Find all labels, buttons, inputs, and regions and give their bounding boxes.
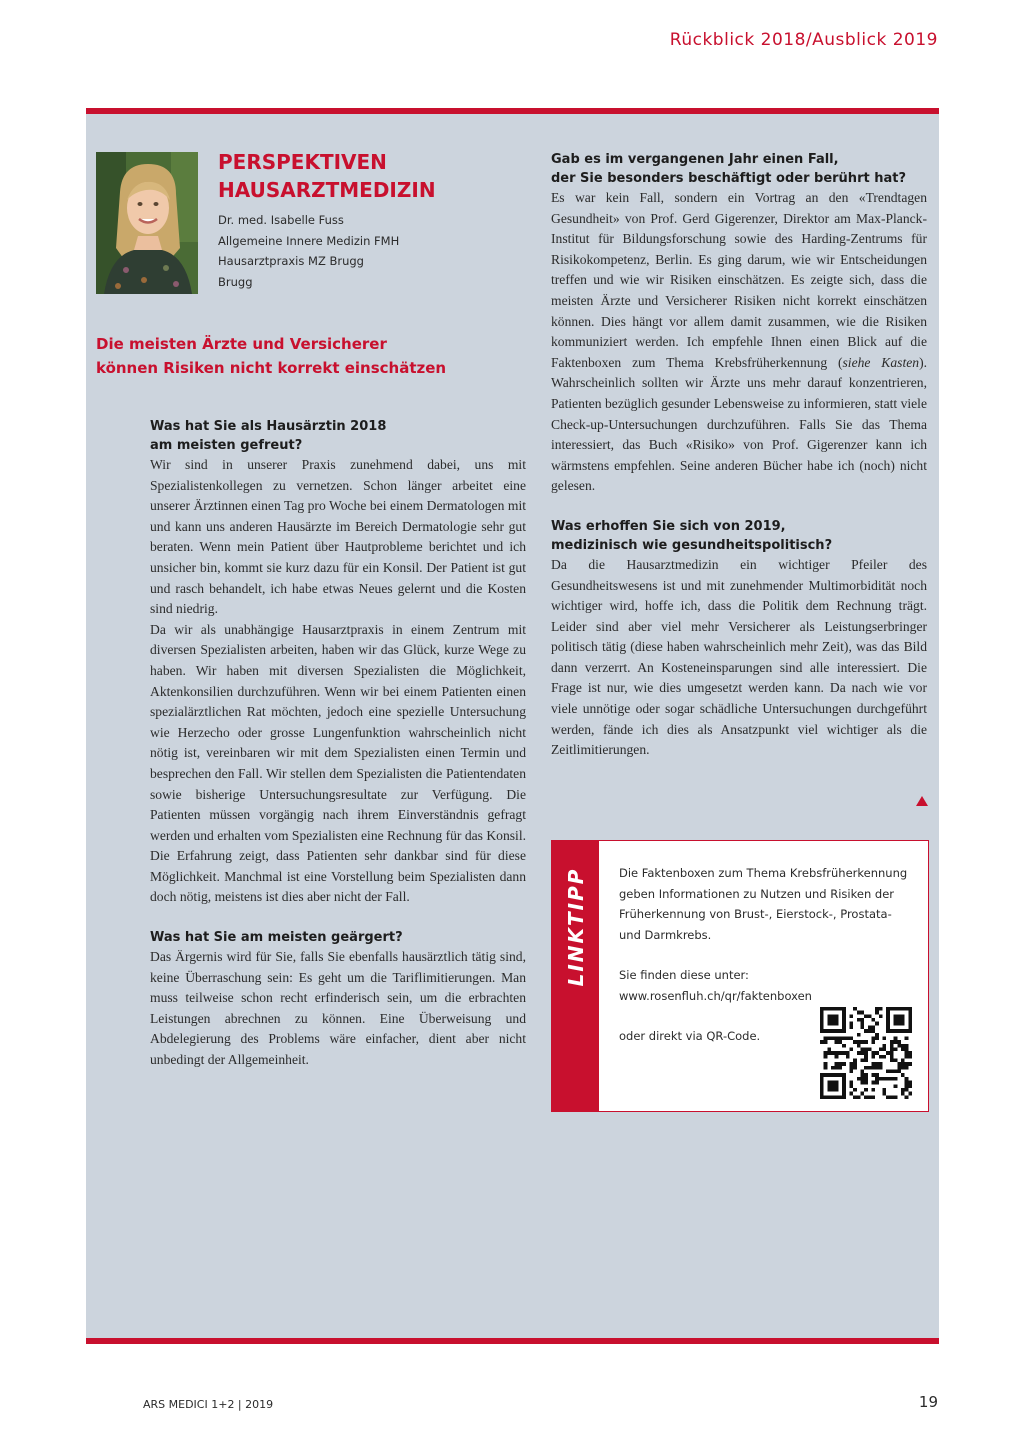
question-4-line1: Was erhoffen Sie sich von 2019,	[551, 518, 786, 534]
linktipp-text-2: Sie finden diese unter:	[619, 968, 749, 982]
question-3-line1: Gab es im vergangenen Jahr einen Fall,	[551, 152, 839, 167]
answer-3-italic: siehe Kasten	[842, 354, 920, 370]
answer-4: Da die Hausarztmedizin ein wichtiger Pfeiler des Gesundheitswesens ist und mit zunehmender Multimorbidität noch wichtiger wird, hoffe ich, dass die Politik dem Rechnung trägt. Leider sind aber viel mehr Versicherer als Leistungserbringer politisch tätig (diese haben wahrscheinlich mehr Zeit), was das Bild dann verzerrt. An Kosteneinsparungen sind alle interessiert. Die Frage ist nur, wie dies umgesetzt werden kann. Da nach wie vor viele unnötige oder sogar schädliche Untersuchungen durchgeführt werden, fände ich dies als Ansatzpunkt viel wichtiger als die Zeitlimitierungen.	[551, 556, 927, 758]
author-portrait	[96, 152, 198, 294]
answer-3-part2: ). Wahrscheinlich sollten wir Ärzte uns mehr darauf konzentrieren, Patienten bezüglich gesunder Lebensweise zu informieren, statt viele Check-up-Untersuchungen durchzuführen. Falls Sie das Thema interessiert, das Buch «Risiko» von Prof. Gigerenzer kann ich wärmstens empfehlen. Seine anderen Bücher habe ich (noch) nicht gelesen.	[551, 354, 927, 494]
author-info	[218, 210, 399, 292]
left-column	[150, 417, 526, 1071]
article-headline	[96, 332, 446, 380]
author-name: Dr. med. Isabelle Fuss	[218, 213, 344, 227]
answer-3	[551, 188, 927, 497]
linktipp-text-1: Die Faktenboxen zum Thema Krebsfrüherkennung geben Informationen zu Nutzen und Risiken der Früherkennung von Brust-, Eierstock-, Prostata- und Darmkrebs.	[619, 866, 908, 942]
linktipp-sidebar	[552, 841, 599, 1111]
section-title-line2: HAUSARZTMEDIZIN	[218, 178, 436, 202]
question-4-line2: medizinisch wie gesundheitspolitisch?	[551, 537, 833, 553]
question-1-line1: Was hat Sie als Hausärztin 2018	[150, 419, 387, 434]
portrait-image	[96, 152, 198, 294]
qr-code-icon[interactable]	[820, 1007, 912, 1099]
section-title	[218, 148, 436, 204]
linktipp-box	[551, 840, 929, 1112]
question-2: Was hat Sie am meisten geärgert?	[150, 930, 403, 946]
author-specialty: Allgemeine Innere Medizin FMH	[218, 233, 400, 248]
author-practice: Hausarztpraxis MZ Brugg	[218, 254, 364, 268]
linktipp-text-3: oder direkt via QR-Code.	[619, 1029, 761, 1043]
question-3-line2: der Sie besonders beschäftigt oder berührt hat?	[551, 171, 906, 186]
answer-1-paragraph-2: Da wir als unabhängige Hausarztpraxis in einem Zentrum mit diversen Spezialisten arbeiten, haben wir das Glück, kurze Wege zu haben. Wir haben mit diversen Spezialisten die Möglichkeit, Aktenkonsilien durchzuführen. Wenn wir bei einem Patienten einen spezialärztlichen Rat möchten, jedoch eine spezielle Untersuchung wie Herzecho oder grosse Lungenfunktion wahrscheinlich nicht nötig ist, vereinbaren wir mit dem Spezialisten einen Termin und besprechen den Fall. Wir stellen dem Spezialisten die Patientendaten sowie bisherige Untersuchungsresultate zur Verfügung. Die Patienten müssen vorgängig nach ihrem Einverständnis gefragt werden und erhalten vom Spezialisten eine Rechnung für das Konsil. Die Erfahrung zeigt, dass Patienten sehr dankbar sind für diese Möglichkeit. Manchmal ist eine Vorstellung beim Spezialisten dann doch nötig, meistens ist dies aber nicht der Fall.	[150, 621, 526, 905]
question-3	[551, 150, 927, 188]
headline-line2: können Risiken nicht korrekt einschätzen	[96, 359, 447, 377]
author-location: Brugg	[218, 274, 253, 289]
linktipp-url[interactable]: www.rosenfluh.ch/qr/faktenboxen	[619, 988, 812, 1003]
running-header: Rückblick 2018/Ausblick 2019	[669, 30, 938, 50]
linktipp-label: LINKTIPP	[564, 867, 588, 987]
answer-1-paragraph-1: Wir sind in unserer Praxis zunehmend dabei, uns mit Spezialistenkollegen zu vernetzen. Schon länger arbeitet eine unserer Ärztinnen einen Tag pro Woche bei einem Dermatologen mit und kann uns anderen Hausärzte im Bereich Dermatologie sehr gut beraten. Wenn mein Patient über Hautprobleme berichtet und ich unsicher bin, kommt sie kurz dazu für ein Konsil. Der Patient ist gut und rasch behandelt, ich habe etwas Neues gelernt und die Kosten sind niedrig.	[150, 457, 526, 617]
question-4	[551, 517, 927, 555]
headline-line1: Die meisten Ärzte und Versicherer	[96, 335, 387, 353]
question-1	[150, 417, 526, 455]
answer-3-part1: Es war kein Fall, sondern ein Vortrag an den «Trendtagen Gesundheit» von Prof. Gerd Gigerenzer, Direktor am Max-Planck-Institut für Bildungsforschung sowie des Harding-Zentrums für Risikokompetenz, Berlin. Es ging darum, wie wir Entscheidungen treffen und wie wir Risiken einschätzen. Es zeigte sich, dass die meisten Ärzte und Versicherer Risiken nicht korrekt einschätzen können. Dies hängt vor allem damit zusammen, wie die Risiken kommuniziert werden. Ich empfehle Ihnen einen Blick auf die Faktenboxen zum Thema Krebsfrüherkennung (	[551, 190, 927, 370]
end-of-article-triangle-icon	[916, 796, 928, 806]
section-title-line1: PERSPEKTIVEN	[218, 150, 387, 174]
question-1-line2: am meisten gefreut?	[150, 438, 303, 453]
answer-2: Das Ärgernis wird für Sie, falls Sie ebenfalls hausärztlich tätig sind, keine Überraschung sein: Es geht um die Tariflimitierungen. Man muss teilweise schon recht erfinderisch sein, um die erbrachten Leistungen abrechnen zu können. Eine Überweisung und Abdelegierung des Problems wäre einfacher, dient aber nicht unbedingt der Allgemeinheit.	[150, 949, 526, 1068]
page-number: 19	[918, 1393, 938, 1411]
right-column	[551, 150, 927, 761]
footer-publication: ARS MEDICI 1+2 | 2019	[143, 1398, 274, 1411]
